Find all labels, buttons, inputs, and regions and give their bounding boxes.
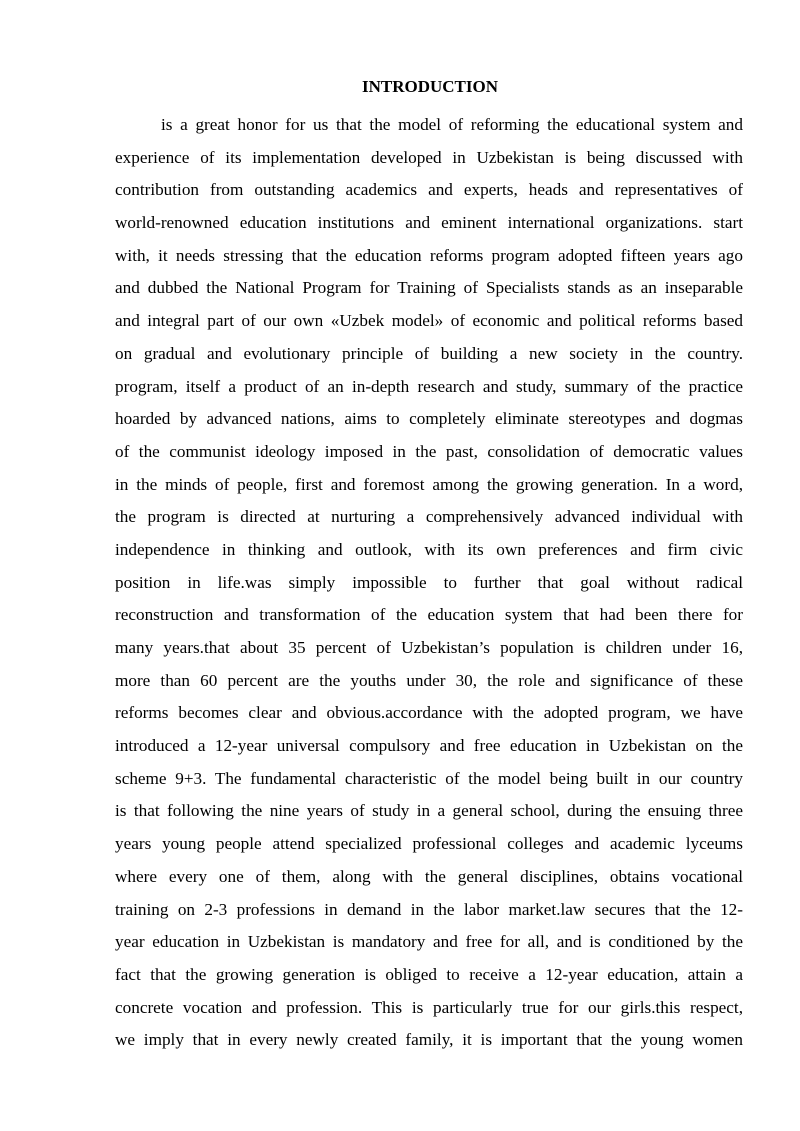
text-line: on gradual and evolutionary principle of building a new society in the country. [115,343,743,363]
page-heading: INTRODUCTION [361,77,499,96]
text-line: hoarded by advanced nations, aims to completely eliminate stereotypes and dogmas [115,409,743,429]
text-line: reconstruction and transformation of the education system that had been there for [115,605,743,625]
text-line: is that following the nine years of study in a general school, during the ensuing three [115,801,743,821]
text-line: experience of its implementation developed in Uzbekistan is being discussed with [115,147,743,167]
text-line: world-renowned education institutions and eminent international organizations. start [115,213,743,233]
text-line: reforms becomes clear and obvious.accordance with the adopted program, we have [115,703,743,723]
text-line: program, itself a product of an in-depth research and study, summary of the practice [115,376,743,396]
text-line: in the minds of people, first and foremost among the growing generation. In a word, [115,474,743,494]
text-line: many years.that about 35 percent of Uzbekistan’s population is children under 16, [115,638,743,657]
text-line: and dubbed the National Program for Training of Specialists stands as an inseparable [115,278,743,298]
text-line: contribution from outstanding academics and experts, heads and representatives of [115,180,743,200]
text-line: the program is directed at nurturing a comprehensively advanced individual with [115,507,743,527]
text-line: years young people attend specialized professional colleges and academic lyceums [115,834,743,854]
text-line: we imply that in every newly created family, it is important that the young women [115,1030,743,1050]
text-line: and integral part of our own «Uzbek model» of economic and political reforms based [115,311,743,331]
text-line: independence in thinking and outlook, with its own preferences and firm civic [115,539,743,559]
text-line: concrete vocation and profession. This is particularly true for our girls.this respect, [115,997,743,1017]
text-line: where every one of them, along with the general disciplines, obtains vocational [115,866,743,886]
text-line: with, it needs stressing that the education reforms program adopted fifteen years ago [115,245,743,265]
text-line: more than 60 percent are the youths under 30, the role and significance of these [115,670,743,690]
text-line: year education in Uzbekistan is mandatory and free for all, and is conditioned by the [115,932,743,952]
text-line: fact that the growing generation is obliged to receive a 12-year education, attain a [115,964,743,984]
text-line: is a great honor for us that the model of reforming the educational system and [161,115,743,134]
text-line: introduced a 12-year universal compulsory and free education in Uzbekistan on the [115,736,743,756]
text-line: position in life.was simply impossible to further that goal without radical [115,572,743,592]
text-line: of the communist ideology imposed in the past, consolidation of democratic values [115,441,743,461]
text-line: scheme 9+3. The fundamental characteristic of the model being built in our country [115,768,743,788]
text-line: training on 2-3 professions in demand in the labor market.law secures that the 12- [115,899,743,919]
body-paragraph [115,109,743,1057]
